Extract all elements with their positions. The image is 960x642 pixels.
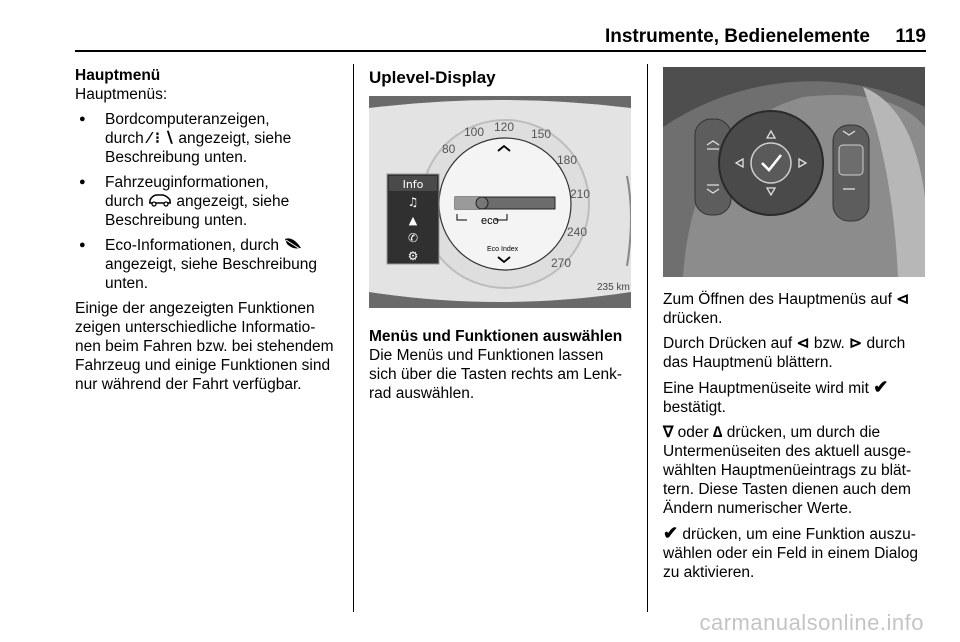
text-line: bzw.	[809, 335, 850, 352]
checkmark-icon: ✔	[873, 377, 889, 397]
text-line: oder	[673, 424, 714, 441]
text-line: Durch Drücken auf	[663, 335, 797, 352]
column-2-text	[369, 327, 639, 403]
text-line: durch	[862, 335, 906, 352]
intro-text: Hauptmenüs:	[75, 86, 168, 103]
subheading: Menüs und Funktionen auswählen	[369, 328, 623, 345]
list-item	[75, 173, 345, 230]
gauge-number: 80	[442, 142, 456, 156]
bullet-text: unten.	[105, 275, 149, 292]
text-line: drücken.	[663, 310, 723, 327]
bullet-text: angezeigt, siehe	[174, 130, 292, 147]
bullet-text: durch	[105, 130, 149, 147]
down-arrow-icon: ∇	[663, 424, 674, 441]
gauge-number: 210	[570, 187, 591, 201]
header-rule	[75, 50, 926, 52]
left-arrow-icon: ⊲	[796, 335, 810, 352]
text-line: Einige der angezeigten Funktionen	[75, 300, 315, 317]
instrument-cluster-figure	[369, 96, 631, 308]
text-line: bestätigt.	[663, 399, 726, 416]
paragraph	[663, 378, 933, 417]
list-item	[75, 236, 345, 293]
text-line: sich über die Tasten rechts am Lenk-	[369, 366, 623, 383]
bullet-text: Bordcomputeranzeigen,	[105, 111, 270, 128]
car-icon	[148, 193, 172, 207]
paragraph	[663, 423, 933, 518]
gauge-number: 150	[531, 127, 552, 141]
text-line: drücken, um eine Funktion auszu-	[678, 526, 916, 543]
right-arrow-icon: ⊳	[849, 335, 863, 352]
instrument-cluster-illustration	[369, 96, 631, 308]
bullet-text: angezeigt, siehe	[172, 193, 290, 210]
phone-icon: ✆	[407, 231, 419, 245]
leaf-icon	[283, 236, 303, 252]
gauge-number: 270	[551, 256, 572, 270]
eco-label: eco	[481, 215, 499, 227]
paragraph	[663, 334, 933, 372]
list-item	[75, 110, 345, 167]
column-divider-1	[353, 64, 354, 612]
text-line: rad auswählen.	[369, 385, 475, 402]
text-line: Die Menüs und Funktionen lassen	[369, 347, 604, 364]
odometer-readout: 235 km	[597, 282, 630, 293]
text-line: Fahrzeug und einige Funktionen sind	[75, 357, 331, 374]
text-line: tern. Diese Tasten dienen auch dem	[663, 481, 911, 498]
column-3-text	[663, 290, 933, 588]
running-header-title: Instrumente, Bedienelemente	[604, 26, 870, 47]
eco-index-label: Eco Index	[487, 246, 519, 253]
bullet-text: Eco-Informationen, durch	[105, 237, 284, 254]
text-line: das Hauptmenü blättern.	[663, 354, 833, 371]
column-1	[75, 66, 345, 394]
text-line: Eine Hauptmenüseite wird mit	[663, 380, 869, 397]
text-line: wählen oder ein Feld in einem Dialog	[663, 545, 919, 562]
bullet-text: durch	[105, 193, 149, 210]
paragraph	[369, 346, 639, 403]
text-line: zu aktivieren.	[663, 564, 755, 581]
bullet-text: Beschreibung unten.	[105, 149, 248, 166]
menu-list	[75, 110, 345, 293]
gauge-number: 120	[494, 120, 515, 134]
bullet-text: Fahrzeuginformationen,	[105, 174, 269, 191]
text-line: nur während der Fahrt verfügbar.	[75, 376, 302, 393]
paragraph	[663, 524, 933, 582]
gauge-number: 100	[464, 125, 485, 139]
text-line: Ändern numerischer Werte.	[663, 500, 853, 517]
settings-icon: ⚙	[407, 249, 419, 263]
text-line: zeigen unterschiedliche Informatio-	[75, 319, 316, 336]
paragraph	[663, 290, 933, 328]
up-arrow-icon: ∆	[713, 424, 723, 441]
checkmark-icon: ✔	[663, 523, 679, 543]
bullet-text: Beschreibung unten.	[105, 212, 248, 229]
page-number: 119	[895, 26, 926, 47]
text-line: Untermenüseiten des aktuell ausge-	[663, 443, 912, 460]
trip-computer-icon: ⁄ ⁝ ∖	[148, 130, 175, 147]
text-line: nen beim Fahren bzw. bei stehendem	[75, 338, 334, 355]
left-arrow-icon: ⊲	[896, 291, 910, 308]
column-divider-2	[647, 64, 648, 612]
text-line: wählten Hauptmenüeintrags zu blät-	[663, 462, 912, 479]
music-icon: ♫	[407, 195, 419, 209]
text-line: Zum Öffnen des Hauptmenüs auf	[663, 291, 892, 308]
steering-wheel-illustration	[663, 67, 925, 277]
section-heading: Uplevel-Display	[369, 68, 496, 87]
watermark: carmanualsonline.info	[699, 610, 924, 635]
bullet-text: angezeigt, siehe Beschreibung	[105, 256, 317, 273]
gauge-number: 240	[567, 225, 588, 239]
section-heading: Hauptmenü	[75, 67, 161, 84]
gauge-number: 180	[557, 153, 578, 167]
menu-info-label: Info	[402, 178, 424, 191]
text-line: drücken, um durch die	[722, 424, 881, 441]
steering-wheel-controls-figure	[663, 67, 925, 277]
paragraph	[75, 299, 345, 394]
navigation-icon: ▲	[408, 214, 418, 227]
